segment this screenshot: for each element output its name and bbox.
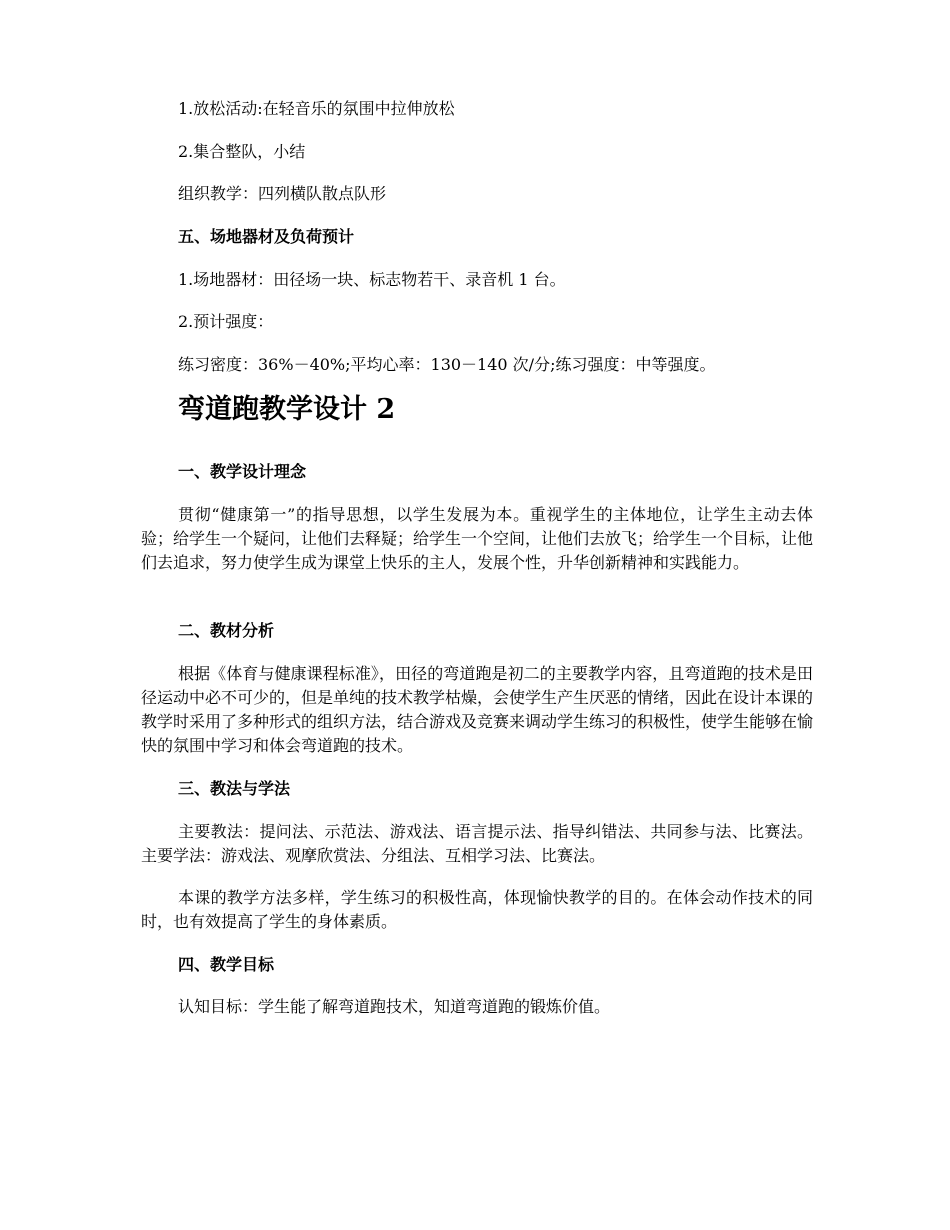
paragraph-analysis: 根据《体育与健康课程标准》，田径的弯道跑是初二的主要教学内容，且弯道跑的技术是田径运动中必不可少的，但是单纯的技术教学枯燥，会使学生产生厌恶的情绪，因此在设计本课的教学时采用了多种形式的组织方法，结合游戏及竞赛来调动学生练习的积极性，使学生能够在愉快的氛围中学习和体会弯道跑的技术。 — [141, 664, 814, 755]
document-title: 弯道跑教学设计 2 — [178, 394, 396, 425]
equipment-item: 1.场地器材：田径场一块、标志物若干、录音机 1 台。 — [178, 270, 566, 289]
paragraph-concept: 贯彻“健康第一”的指导思想，以学生发展为本。重视学生的主体地位，让学生主动去体验；给学生一个疑问，让他们去释疑；给学生一个空间，让他们去放飞；给学生一个目标，让他们去追求，努力使学生成为课堂上快乐的主人，发展个性，升华创新精神和实践能力。 — [141, 505, 814, 572]
section-heading-analysis: 二、教材分析 — [178, 621, 275, 640]
paragraph-objectives: 认知目标：学生能了解弯道跑技术，知道弯道跑的锻炼价值。 — [178, 997, 611, 1016]
paragraph-methods-summary: 本课的教学方法多样，学生练习的积极性高，体现愉快教学的目的。在体会动作技术的同时，也有效提高了学生的身体素质。 — [141, 888, 813, 931]
paragraph-methods: 主要教法：提问法、示范法、游戏法、语言提示法、指导纠错法、共同参与法、比赛法。 主要学法：游戏法、观摩欣赏法、分组法、互相学习法、比赛法。 — [141, 822, 813, 865]
list-item-summary: 2.集合整队，小结 — [178, 142, 306, 161]
section-heading-concept: 一、教学设计理念 — [178, 462, 307, 481]
intensity-detail: 练习密度：36%－40%;平均心率：130－140 次/分;练习强度：中等强度。 — [178, 355, 716, 374]
list-item-relax: 1.放松活动:在轻音乐的氛围中拉伸放松 — [178, 99, 455, 118]
section-heading-methods: 三、教法与学法 — [178, 779, 291, 798]
intensity-item: 2.预计强度： — [178, 312, 274, 331]
section-heading-equipment: 五、场地器材及负荷预计 — [178, 227, 355, 246]
section-heading-objectives: 四、教学目标 — [178, 955, 275, 974]
organization-text: 组织教学：四列横队散点队形 — [178, 184, 387, 203]
